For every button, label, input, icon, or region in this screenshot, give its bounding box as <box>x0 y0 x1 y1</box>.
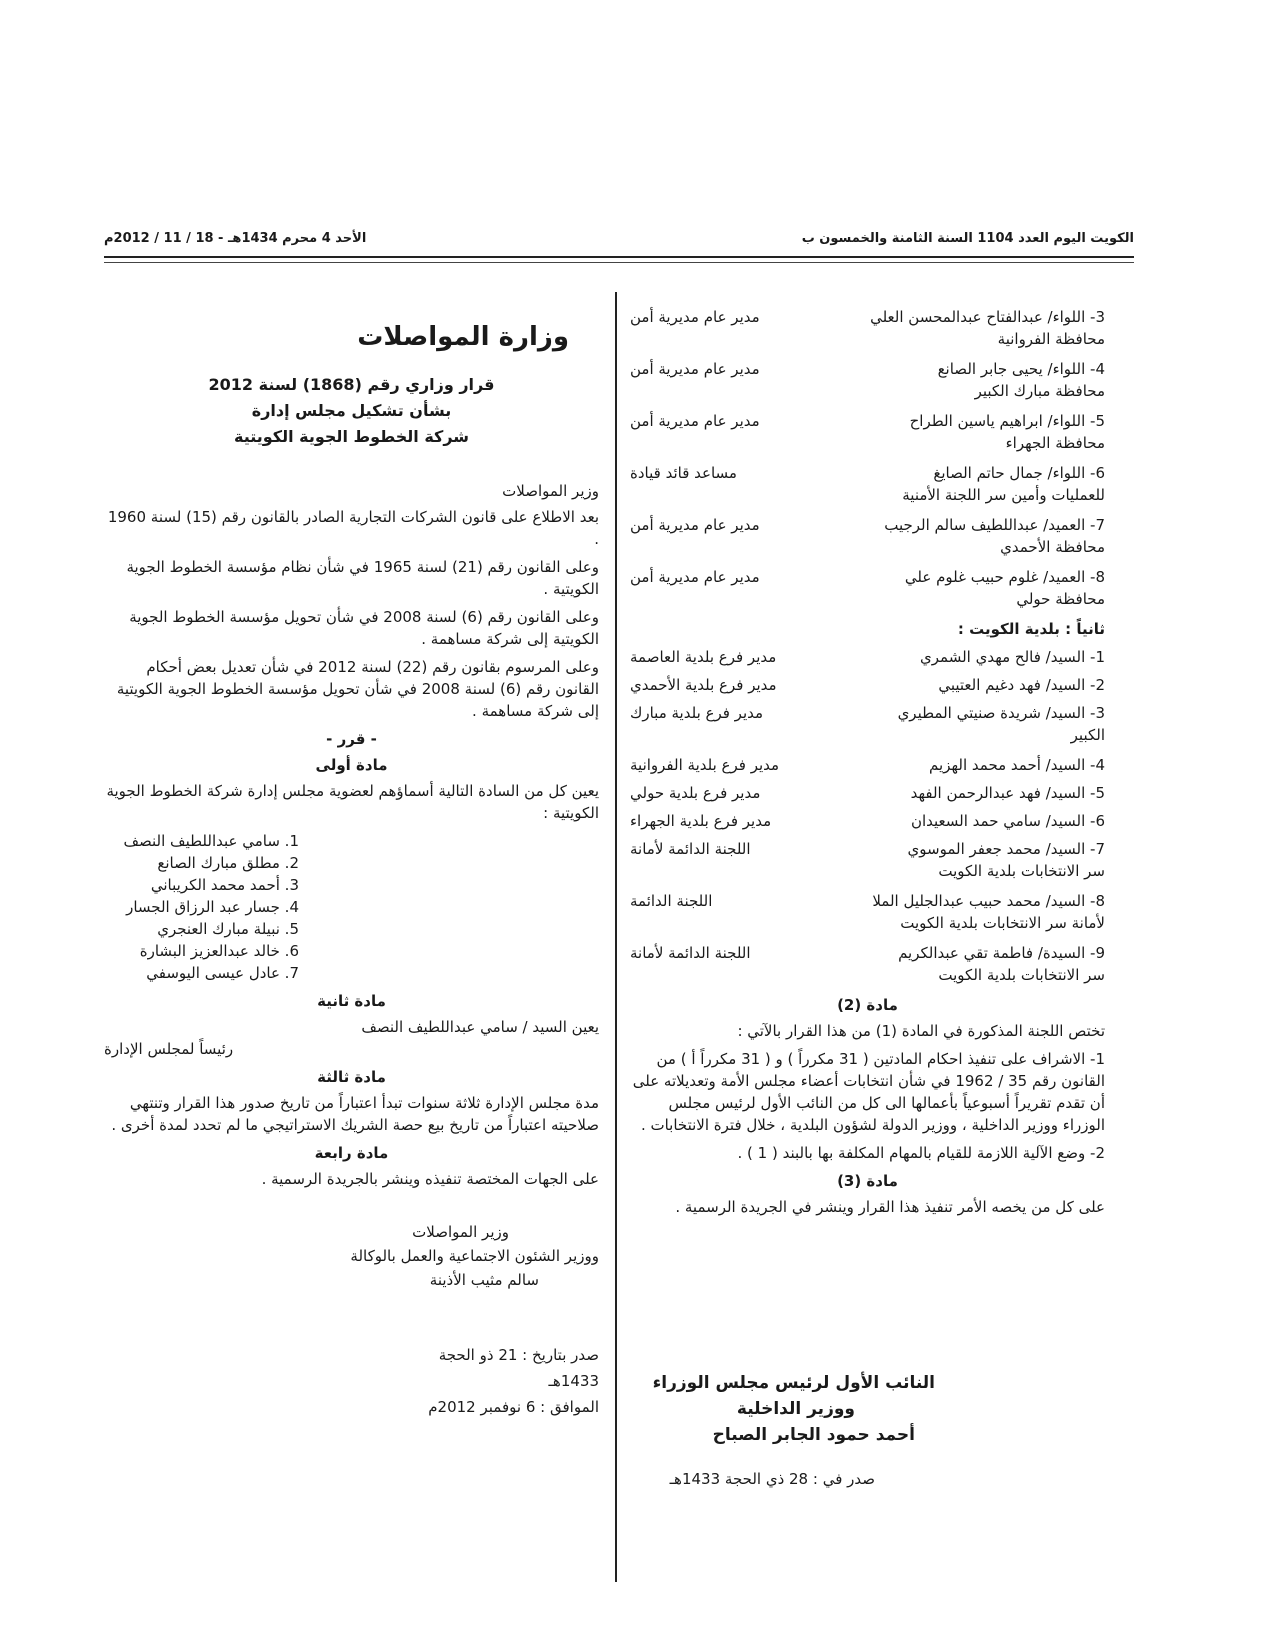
page-header <box>104 224 1134 252</box>
decided-heading: - قرر - <box>326 730 377 748</box>
article-2-heading: مادة (2) <box>837 996 898 1014</box>
right-signature <box>630 1370 1105 1492</box>
article-1-text: يعين كل من السادة التالية أسماؤهم لعضوية مجلس إدارة شركة الخطوط الجوية الكويتية : <box>106 782 599 822</box>
issued-date: صدر بتاريخ : 21 ذو الحجة 1433هـ <box>438 1346 599 1390</box>
preamble-4: وعلى المرسوم بقانون رقم (22) لسنة 2012 في شأن تعديل بعض أحكام القانون رقم (6) لسنة 2008 في شأن تحويل مؤسسة الخطوط الجوية الكويتية إلى شركة مساهمة . <box>116 658 599 720</box>
header-issue: الكويت اليوم العدد 1104 السنة الثامنة والخمسون ب <box>801 230 1134 246</box>
column-divider <box>615 292 617 1582</box>
list-item: 3- اللواء/ عبدالفتاح عبدالمحسن العلي مدير عام مديرية أمن محافظة الفروانية <box>630 308 1105 348</box>
municipality-list <box>630 646 1105 986</box>
left-column <box>104 322 599 1420</box>
list-item: 2. مطلق مبارك الصانع <box>157 854 299 872</box>
list-item: 2- السيد/ فهد دغيم العتيبي مدير فرع بلدية الأحمدي <box>630 676 1105 694</box>
left-signature <box>104 1220 599 1292</box>
article-3-heading: مادة (3) <box>837 1172 898 1190</box>
list-item: 7. عادل عيسى اليوسفي <box>146 964 299 982</box>
header-rule <box>104 256 1134 258</box>
article-2-clause-2: 2- وضع الآلية اللازمة للقيام بالمهام المكلفة بها بالبند ( 1 ) . <box>737 1144 1105 1162</box>
article-1-heading: مادة أولى <box>315 756 388 774</box>
article-2-role: رئيساً لمجلس الإدارة <box>104 1040 234 1058</box>
list-item: 8- العميد/ غلوم حبيب غلوم علي مدير عام مديرية أمن محافظة حولي <box>630 568 1105 608</box>
signature-name: سالم مثيب الأذينة <box>429 1271 539 1289</box>
decision-title: قرار وزاري رقم (1868) لسنة 2012 <box>208 375 495 394</box>
article-2-intro: تختص اللجنة المذكورة في المادة (1) من هذا القرار بالآتي : <box>737 1022 1105 1040</box>
signature-role: ووزير الداخلية <box>736 1399 855 1419</box>
list-item: 6. خالد عبدالعزيز البشارة <box>139 942 299 960</box>
section-heading-municipality: ثانياً : بلدية الكويت : <box>957 620 1105 638</box>
signature-line-1: وزير المواصلات <box>412 1223 509 1241</box>
article-2-heading: مادة ثانية <box>317 992 386 1010</box>
list-item: 5- اللواء/ ابراهيم ياسين الطراح مدير عام مديرية أمن محافظة الجهراء <box>630 412 1105 452</box>
list-item: 4- السيد/ أحمد محمد الهزيم مدير فرع بلدية الفروانية <box>630 756 1105 774</box>
header-rule-thin <box>104 262 1134 263</box>
list-item: 1. سامي عبداللطيف النصف <box>123 832 299 850</box>
list-item: 8- السيد/ محمد حبيب عبدالجليل الملا اللجنة الدائمة لأمانة سر الانتخابات بلدية الكويت <box>630 892 1105 932</box>
article-2-text: يعين السيد / سامي عبداللطيف النصف <box>361 1018 599 1036</box>
members-list <box>104 830 599 984</box>
preamble-2: وعلى القانون رقم (21) لسنة 1965 في شأن نظام مؤسسة الخطوط الجوية الكويتية . <box>126 558 599 598</box>
header-date: الأحد 4 محرم 1434هـ - 18 / 11 / 2012م <box>104 230 367 246</box>
article-4-heading: مادة رابعة <box>314 1144 389 1162</box>
issued-date: صدر في : 28 ذي الحجة 1433هـ <box>669 1470 875 1488</box>
list-item: 6- اللواء/ جمال حاتم الصايغ مساعد قائد قيادة للعمليات وأمين سر اللجنة الأمنية <box>630 464 1105 504</box>
article-4-text: على الجهات المختصة تنفيذه وينشر بالجريدة الرسمية . <box>261 1170 599 1188</box>
preamble-1: بعد الاطلاع على قانون الشركات التجارية الصادر بالقانون رقم (15) لسنة 1960 . <box>107 508 599 548</box>
preamble-3: وعلى القانون رقم (6) لسنة 2008 في شأن تحويل مؤسسة الخطوط الجوية الكويتية إلى شركة مساهمة . <box>129 608 599 648</box>
list-item: 5. نبيلة مبارك العنجري <box>157 920 299 938</box>
list-item: 7- العميد/ عبداللطيف سالم الرجيب مدير عام مديرية أمن محافظة الأحمدي <box>630 516 1105 556</box>
article-3-text: مدة مجلس الإدارة ثلاثة سنوات تبدأ اعتباراً من تاريخ صدور هذا القرار وتنتهي صلاحيته اعتباراً من تاريخ بيع حصة الشريك الاستراتيجي ما لم تحدد لمدة أخرى . <box>111 1094 599 1134</box>
list-item: 4- اللواء/ يحيى جابر الصانع مدير عام مديرية أمن محافظة مبارك الكبير <box>630 360 1105 400</box>
right-column <box>630 306 1105 1224</box>
issue-dates <box>104 1342 599 1420</box>
list-item: 4. جسار عبد الرزاق الجسار <box>126 898 299 916</box>
list-item: 3- السيد/ شريدة صنيتي المطيري مدير فرع بلدية مبارك الكبير <box>630 704 1105 744</box>
ministry-title: وزارة المواصلات <box>357 322 569 352</box>
corresponding-date: الموافق : 6 نوفمبر 2012م <box>428 1398 599 1416</box>
decision-subject: بشأن تشكيل مجلس إدارة <box>251 401 452 420</box>
list-item: 1- السيد/ فالح مهدي الشمري مدير فرع بلدية العاصمة <box>630 648 1105 666</box>
article-3-heading: مادة ثالثة <box>317 1068 386 1086</box>
article-2-clause-1: 1- الاشراف على تنفيذ احكام المادتين ( 31 مكرراً ) و ( 31 مكرراً أ ) من القانون رقم 35 / 1962 في شأن انتخابات أعضاء مجلس الأمة وتعديلاته على أن تقدم تقريراً أسبوعياً بأعمالها الى كل من النائب الأول لرئيس مجلس الوزراء ووزير الداخلية ، ووزير الدولة لشؤون البلدية ، خلال فترة الانتخابات . <box>632 1050 1105 1134</box>
list-item: 3. أحمد محمد الكريباني <box>150 876 299 894</box>
signature-line-2: ووزير الشئون الاجتماعية والعمل بالوكالة <box>350 1247 599 1265</box>
signature-name: أحمد حمود الجابر الصباح <box>712 1425 915 1445</box>
list-item: 6- السيد/ سامي حمد السعيدان مدير فرع بلدية الجهراء <box>630 812 1105 830</box>
decision-company: شركة الخطوط الجوية الكويتية <box>233 427 470 446</box>
article-3-text: على كل من يخصه الأمر تنفيذ هذا القرار وينشر في الجريدة الرسمية . <box>675 1198 1105 1216</box>
list-item: 5- السيد/ فهد عبدالرحمن الفهد مدير فرع بلدية حولي <box>630 784 1105 802</box>
list-item: 7- السيد/ محمد جعفر الموسوي اللجنة الدائمة لأمانة سر الانتخابات بلدية الكويت <box>630 840 1105 880</box>
signature-title: النائب الأول لرئيس مجلس الوزراء <box>652 1373 935 1393</box>
list-item: 9- السيدة/ فاطمة تقي عبدالكريم اللجنة الدائمة لأمانة سر الانتخابات بلدية الكويت <box>630 944 1105 984</box>
minister-line: وزير المواصلات <box>502 482 599 500</box>
decision-title-block <box>104 372 599 450</box>
security-list <box>630 306 1105 610</box>
